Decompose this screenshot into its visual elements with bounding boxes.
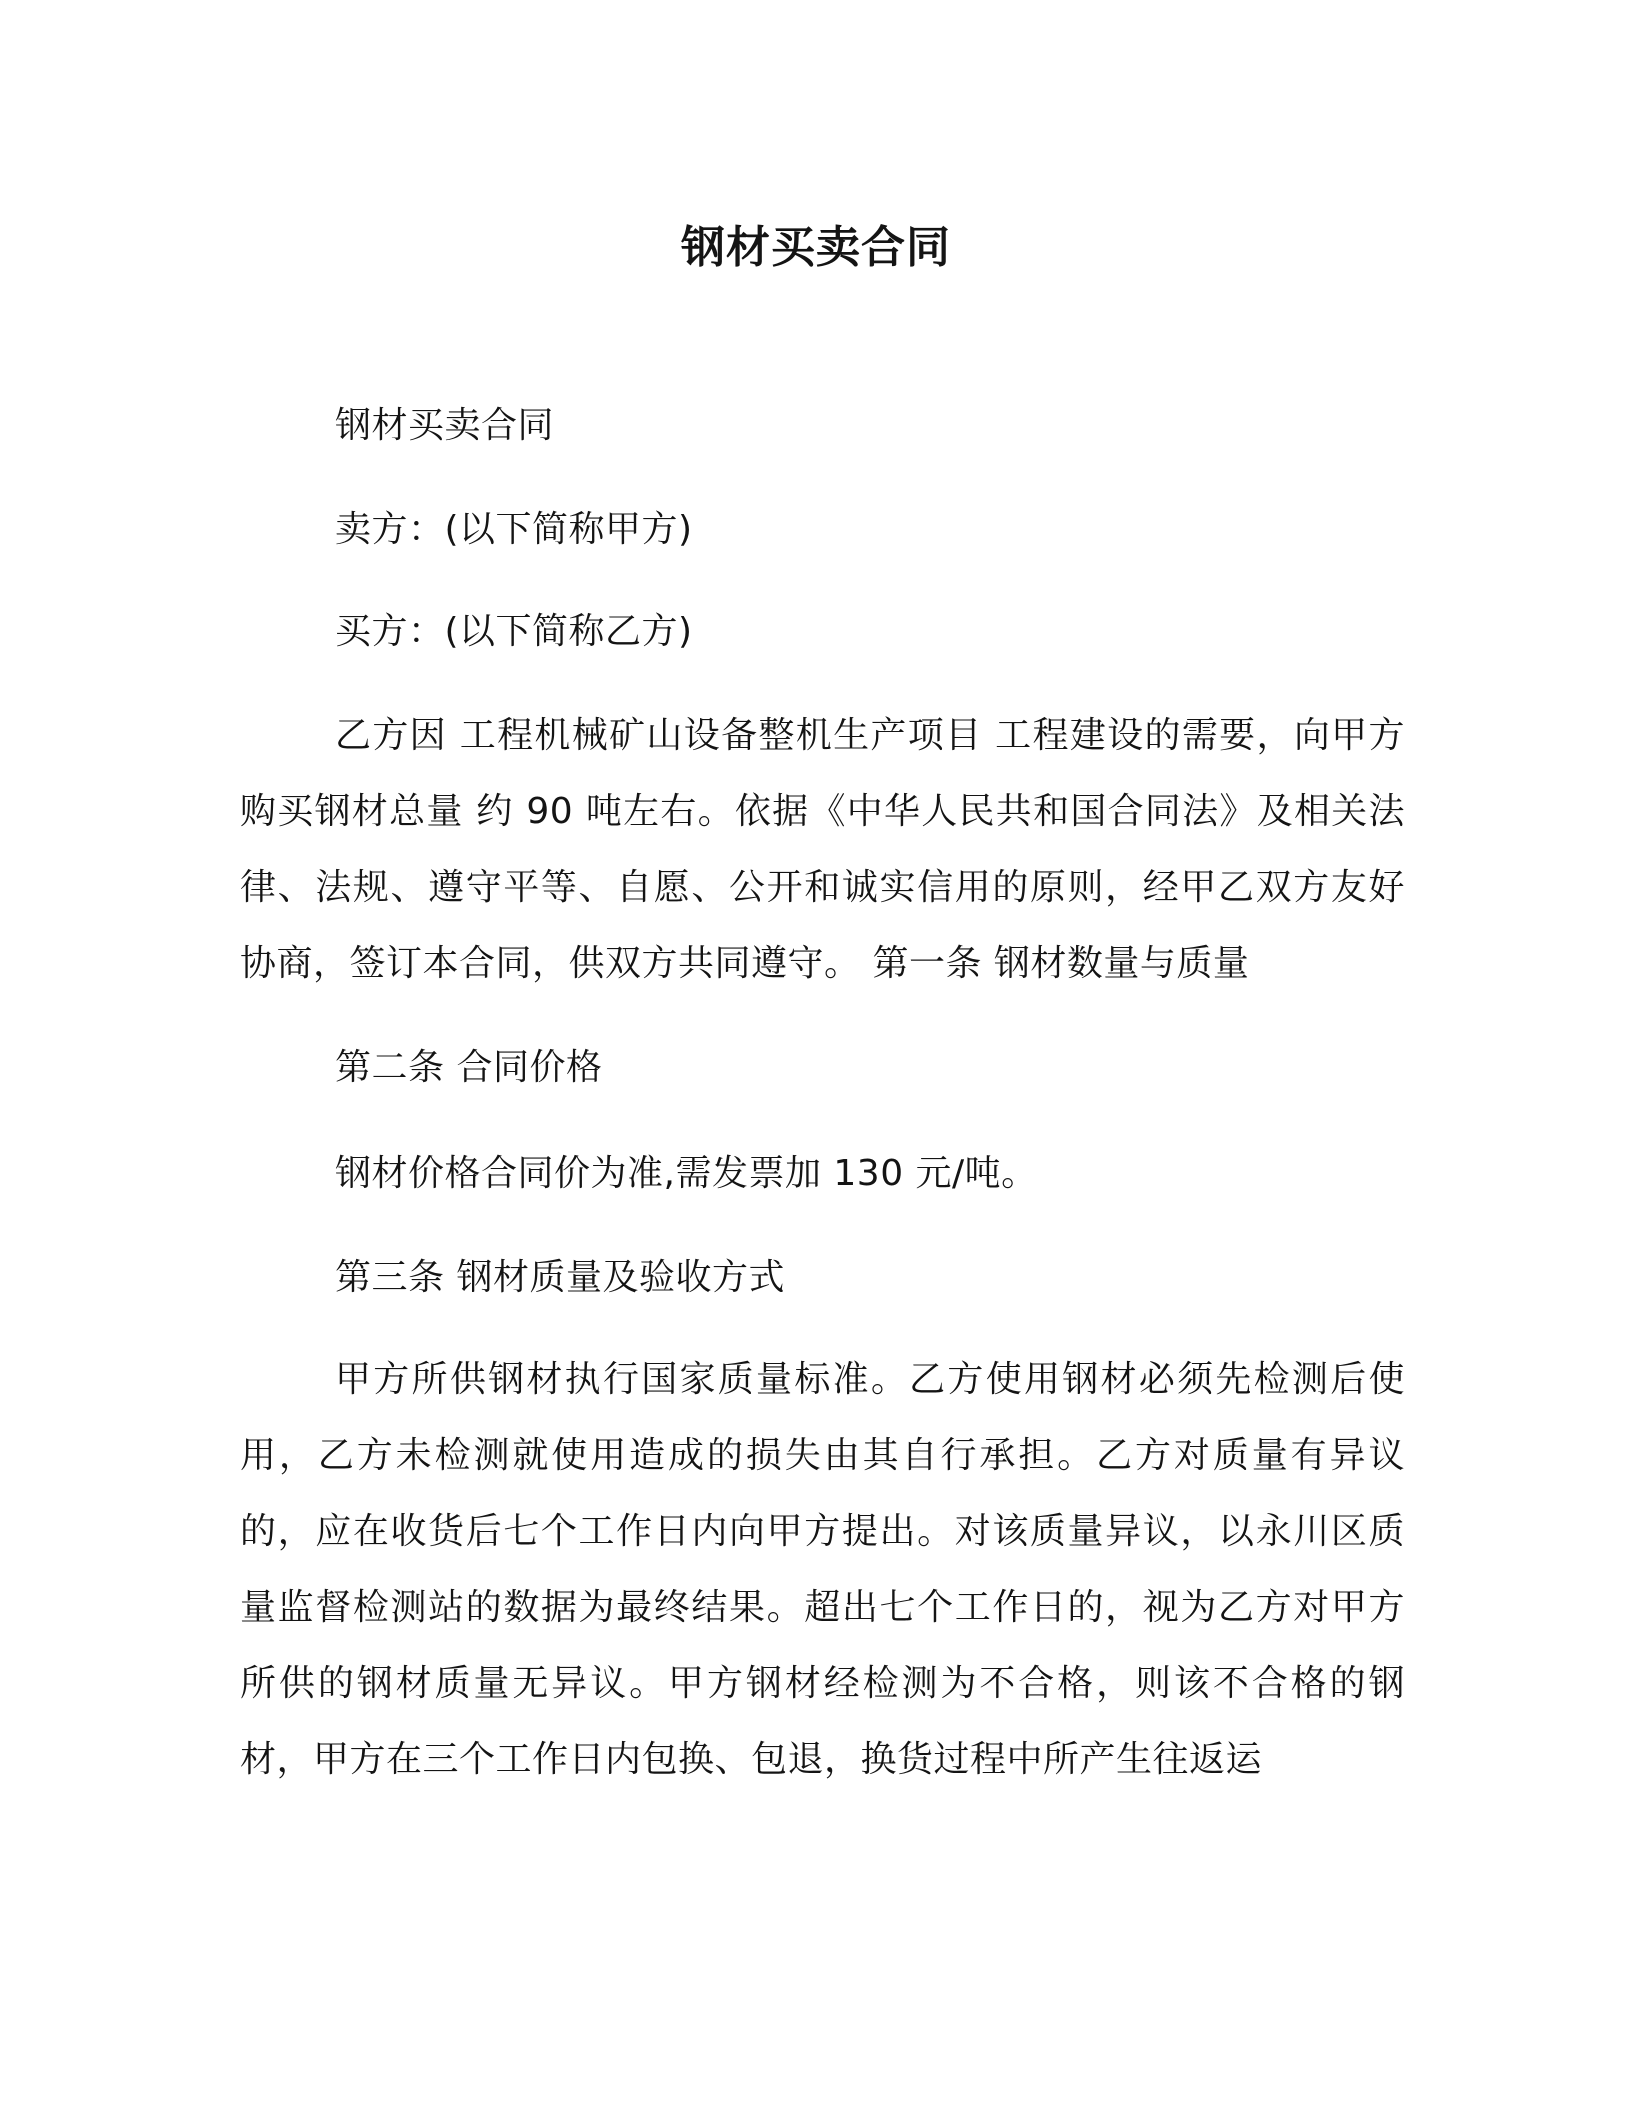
paragraph-contract-name: 钢材买卖合同 [335, 405, 555, 446]
paragraph-buyer: 买方：(以下简称乙方) [335, 611, 693, 652]
paragraph-price: 钢材价格合同价为准,需发票加 130 元/吨。 [335, 1153, 1038, 1194]
paragraph-seller: 卖方：(以下简称甲方) [335, 509, 693, 550]
heading-article-2: 第二条 合同价格 [335, 1047, 603, 1088]
heading-article-3: 第三条 钢材质量及验收方式 [335, 1257, 785, 1298]
paragraph-preamble: 乙方因 工程机械矿山设备整机生产项目 工程建设的需要，向甲方购买钢材总量 约 90 吨左右。依据《中华人民共和国合同法》及相关法律、法规、遵守平等、自愿、公开和诚实信用的原则，经甲乙双方友好协商，签订本合同，供双方共同遵守。 第一条 钢材数量与质量 [240, 715, 1405, 984]
document-title: 钢材买卖合同 [681, 222, 951, 273]
paragraph-quality: 甲方所供钢材执行国家质量标准。乙方使用钢材必须先检测后使用，乙方未检测就使用造成的损失由其自行承担。乙方对质量有异议的，应在收货后七个工作日内向甲方提出。对该质量异议，以永川区质量监督检测站的数据为最终结果。超出七个工作日的，视为乙方对甲方所供的钢材质量无异议。甲方钢材经检测为不合格，则该不合格的钢材，甲方在三个工作日内包换、包退，换货过程中所产生往返运 [240, 1359, 1405, 1780]
